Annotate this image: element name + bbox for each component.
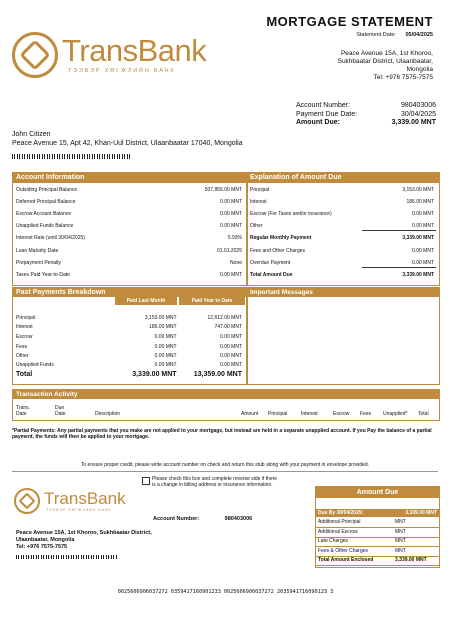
explanation-row [250, 223, 434, 229]
row-label: Fees & Other Charges [318, 547, 369, 554]
statement-date: 05/04/2025 [405, 32, 433, 38]
row-label: Regular Monthly Payment [250, 235, 312, 242]
stub-postal-barcode [16, 555, 118, 559]
row-value: 01.01.2025 [216, 247, 242, 254]
payment-due-label: Payment Due Date: [296, 110, 358, 118]
row-value: 0.00 MNT [412, 247, 434, 254]
change-note-line: is a change in billing address or insurance information. [152, 482, 273, 488]
past-payment-row [16, 334, 242, 340]
paid-ytd-header: Paid Year to Date [179, 297, 245, 305]
subtotal-line [362, 267, 436, 268]
row-ytd: 747.00 MNT [214, 324, 242, 331]
row-label: Fees and Other Charges [250, 247, 306, 254]
explanation-row [250, 211, 434, 217]
col-label: Trans. [16, 405, 30, 411]
stub-row-line [316, 565, 439, 566]
paid-last-month-header: Paid Last Month [115, 297, 177, 305]
stub-amount-row [318, 538, 437, 544]
stub-amount-panel [315, 486, 440, 568]
stub-due-by-value: 3,339.00 MNT [405, 510, 437, 516]
transbank-logo [12, 32, 222, 80]
past-total-last: 3,339.00 MNT [132, 371, 177, 378]
row-value: 0.00 MNT [220, 223, 242, 230]
row-label: Interest Rate (until 30/04/2025) [16, 235, 85, 242]
row-label: Interest [250, 199, 267, 206]
company-address-line: Mongolia [406, 66, 433, 73]
stub-account-row [153, 516, 252, 522]
row-label: Additional Escrow [318, 528, 358, 535]
account-info-row [16, 187, 242, 193]
stub-due-by-label: Due By 30/04/2025: [318, 510, 364, 516]
row-ytd: 0.00 MNT [220, 352, 242, 359]
stub-address [16, 530, 152, 551]
logo-emblem-icon [14, 488, 40, 514]
row-last: 186.00 MNT [149, 324, 177, 331]
past-payment-row [16, 315, 242, 321]
col-label: Date [16, 411, 27, 417]
amount-due-label: Amount Due: [296, 119, 340, 126]
stub-instruction: To ensure proper credit, please write account number on check and return this stub along with your payment in envelope provided. [80, 462, 370, 468]
interest-col: Interest [301, 411, 318, 417]
postal-barcode [12, 154, 130, 159]
transaction-panel [12, 389, 440, 421]
row-label: Escrow [16, 334, 33, 341]
explanation-panel [246, 172, 440, 286]
account-summary [296, 102, 436, 128]
past-payment-row [16, 362, 242, 368]
logo-tagline: ТЭЭВЭР ХӨГЖЛИЙН БАНК [68, 68, 176, 74]
account-number-label: Account Number: [296, 102, 351, 109]
past-payment-row [16, 324, 242, 330]
row-last: 0.00 MNT [154, 352, 177, 359]
row-label: Outsiding Principal Balance [16, 187, 78, 193]
stub-amount-row [318, 548, 437, 554]
stub-amount-row [318, 557, 437, 563]
row-label: Total Amount Enclosed [318, 557, 374, 564]
row-value: 5.93% [227, 235, 242, 242]
change-address-checkbox[interactable] [142, 477, 150, 485]
row-value: 3,339.00 MNT [402, 271, 434, 278]
row-value: MNT [395, 519, 406, 525]
escrow-col: Escrow [333, 411, 350, 417]
stub-address-line: Ulaanbaatar, Mongolia [16, 537, 75, 543]
statement-title: MORTGAGE STATEMENT [266, 14, 433, 29]
stub-logo [14, 488, 154, 514]
stub-amount-row [318, 529, 437, 535]
explanation-header: Explanation of Amount Due [247, 173, 439, 183]
account-info-row [16, 235, 242, 241]
transaction-header: Transaction Activity [13, 390, 439, 399]
statement-date-row [356, 32, 433, 38]
row-ytd: 0.00 MNT [220, 362, 242, 368]
stub-row-line [316, 527, 439, 528]
stub-address-line: Peace Avenue 15A, 1st Khoroo, Sukhbaatar District, [16, 530, 152, 536]
messages-header: Important Messages [247, 288, 439, 297]
explanation-row [250, 260, 434, 266]
row-label: Unapplied Funds Balance [16, 223, 74, 230]
principal-col: Principal [268, 411, 288, 417]
account-number: 980403006 [400, 102, 436, 109]
stub-row-line [316, 556, 439, 557]
past-payment-row [16, 353, 242, 359]
explanation-row [250, 199, 434, 205]
row-label: Escrow Account Balance [16, 211, 72, 218]
account-info-panel [12, 172, 248, 286]
row-label: Taxes Paid Year-to-Date [16, 271, 70, 278]
row-label: Total Amount Due [250, 271, 293, 278]
past-total-ytd: 13,359.00 MNT [193, 371, 242, 378]
amount-due: 3,339.00 MNT [391, 119, 436, 126]
past-payments-panel [12, 287, 248, 385]
row-label: Escrow (For Taxes and/or insurance) [250, 211, 332, 218]
past-total-row [16, 371, 242, 378]
fees-col: Fees [360, 411, 372, 417]
stub-amount-row [318, 519, 437, 525]
row-ytd: 12,612.00 MNT [207, 315, 242, 321]
col-label: Due [55, 405, 65, 411]
row-ytd: 0.00 MNT [220, 334, 242, 341]
payment-due-date: 30/04/2025 [400, 110, 436, 118]
row-value: 0.00 MNT [412, 259, 434, 266]
customer-name: John Citizen [12, 131, 51, 138]
row-value: 0.00 MNT [220, 199, 242, 206]
account-info-header: Account Information [13, 173, 247, 183]
stub-divider [12, 471, 438, 472]
ocr-scanline: 0025606906037272 0359417160901233 0025606906037272 2035941716090123 3 [117, 589, 334, 595]
row-value: MNT [395, 528, 406, 535]
past-total-label: Total [16, 371, 33, 378]
row-label: Deferred Principal Balance [16, 199, 76, 206]
row-label: Principal [16, 315, 36, 321]
logo-emblem-icon [12, 32, 58, 78]
account-info-row [16, 223, 242, 229]
past-payments-header: Past Payments Breakdown [13, 288, 247, 297]
row-last: 0.00 MNT [154, 362, 177, 368]
row-label: Loan Maturity Date [16, 247, 59, 254]
row-ytd: 0.00 MNT [220, 343, 242, 350]
customer-address: Peace Avenue 15, Apt 42, Khan-Uul District, Ulaanbaatar 17040, Mongolia [12, 139, 243, 147]
messages-panel [246, 287, 440, 385]
row-value: 0.00 MNT [412, 211, 434, 218]
row-value: 3,153.00 MNT [402, 187, 434, 193]
company-address [338, 50, 433, 82]
row-label: Unapplied Funds [16, 362, 54, 368]
account-info-row [16, 211, 242, 217]
due-date-col [55, 405, 66, 417]
explanation-row [250, 272, 434, 278]
logo-name: TransBank [62, 33, 207, 68]
row-value: MNT [395, 547, 406, 554]
amount-col: Amount [241, 411, 259, 417]
stub-row-line [316, 546, 439, 547]
subtotal-line [362, 230, 436, 231]
row-value: 3,339.00 MNT [402, 235, 434, 242]
company-tel: Tel: +976 7575-7575 [373, 74, 433, 81]
change-address-note [152, 476, 277, 488]
row-value: 0.00 MNT [412, 223, 434, 230]
account-info-row [16, 260, 242, 266]
row-value: 186.00 MNT [406, 199, 434, 206]
explanation-row [250, 187, 434, 193]
stub-row-line [316, 537, 439, 538]
row-label: Interest [16, 324, 33, 331]
row-label: Other [16, 352, 29, 359]
total-col: Total [418, 411, 429, 417]
row-last: 3,153.00 MNT [144, 315, 177, 321]
unapplied-col: Unapplied* [383, 411, 408, 417]
stub-amount-header: Amount Due [316, 487, 439, 498]
description-col: Description [95, 411, 121, 417]
row-value: None [230, 259, 242, 266]
past-payment-row [16, 344, 242, 350]
stub-account-label: Account Number: [153, 516, 200, 522]
account-info-row [16, 248, 242, 254]
explanation-row [250, 235, 434, 241]
explanation-row [250, 248, 434, 254]
row-label: Principal [250, 187, 270, 193]
row-last: 0.00 MNT [154, 334, 177, 341]
row-label: Fees [16, 343, 28, 350]
stub-logo-name: TransBank [44, 489, 126, 508]
partial-payments-footnote: *Partial Payments: Any partial payments that you make are not applied to your mortgage, but instead are held in a separate unapplied account. If you Pay the balance of a partial payment, the funds will then be applied to your mortgage. [12, 428, 432, 440]
change-note-line: Please check this box and complete reverse side if there [152, 476, 278, 482]
row-value: 507,855.00 MNT [204, 187, 242, 193]
statement-date-label: Statement Date: [356, 32, 396, 38]
row-label: Prepayment Penalty [16, 259, 62, 266]
trans-date-col [16, 405, 30, 417]
account-info-row [16, 272, 242, 278]
col-label: Date [55, 411, 66, 417]
stub-due-by-row [316, 509, 439, 517]
row-label: Late Charges [318, 538, 349, 545]
row-value: 3,339.00 MNT [395, 557, 427, 564]
row-label: Overdue Payment [250, 259, 291, 266]
row-value: 0.00 MNT [220, 271, 242, 278]
company-address-line: Sukhbaatar District, Ulaanbaatar, [337, 58, 433, 65]
stub-account-number: 980403006 [224, 516, 253, 522]
row-label: Additional Principal [318, 519, 361, 525]
company-address-line: Peace Avenue 15A, 1st Khoroo, [340, 50, 433, 57]
stub-tel: Tel: +976 7575-7575 [16, 544, 68, 550]
row-label: Other [250, 223, 263, 230]
stub-logo-tagline: ТЭЭВЭР ХӨГЖЛИЙН БАНК [46, 508, 112, 512]
row-value: 0.00 MNT [220, 211, 242, 218]
account-info-row [16, 199, 242, 205]
row-value: MNT [395, 538, 406, 545]
customer-block [12, 131, 243, 148]
row-last: 0.00 MNT [154, 343, 177, 350]
